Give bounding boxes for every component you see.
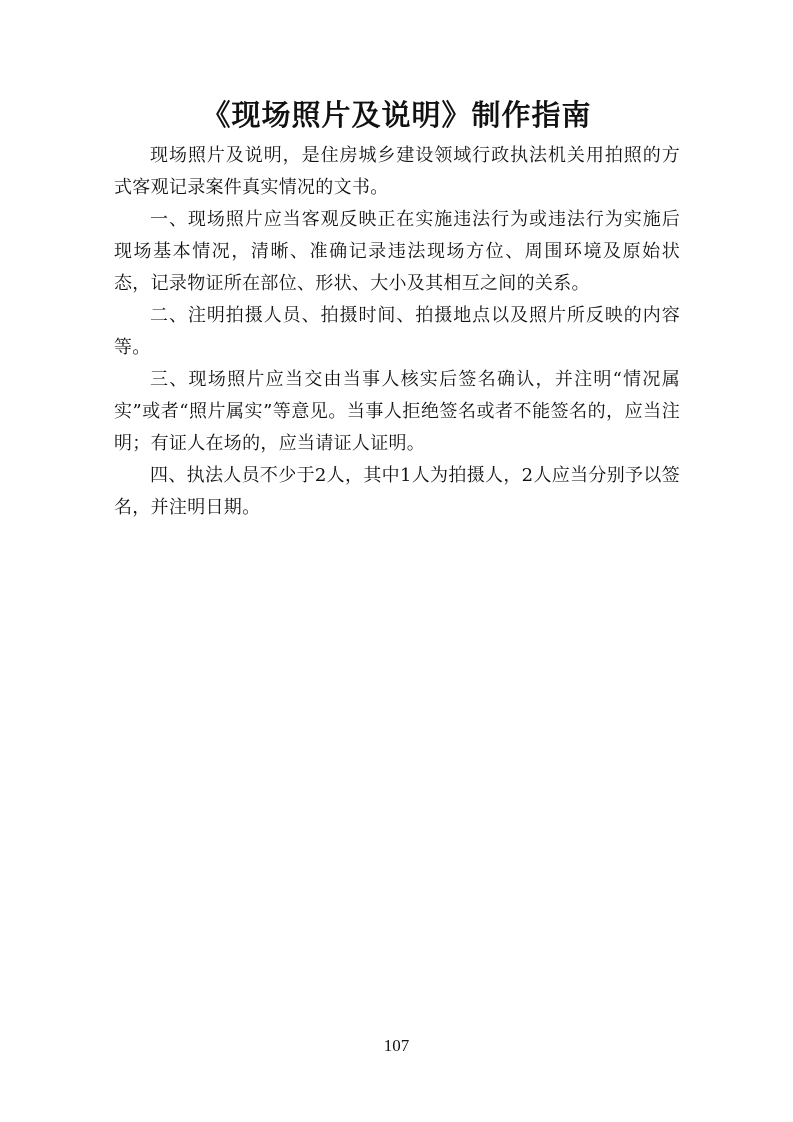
paragraph-item-1: 一、现场照片应当客观反映正在实施违法行为或违法行为实施后现场基本情况，清晰、准确记录违法现场方位、周围环境及原始状态，记录物证所在部位、形状、大小及其相互之间的关系。 bbox=[114, 209, 680, 294]
paragraph-item-3: 三、现场照片应当交由当事人核实后签名确认，并注明“情况属实”或者“照片属实”等意见。当事人拒绝签名或者不能签名的，应当注明；有证人在场的，应当请证人证明。 bbox=[114, 369, 680, 454]
paragraph-item-4: 四、执法人员不少于2人，其中1人为拍摄人，2人应当分别予以签名，并注明日期。 bbox=[114, 465, 680, 518]
paragraph-item-2: 二、注明拍摄人员、拍摄时间、拍摄地点以及照片所反映的内容等。 bbox=[114, 305, 680, 358]
document-body bbox=[114, 140, 680, 524]
document-title: 《现场照片及说明》制作指南 bbox=[201, 98, 592, 132]
page-number: 107 bbox=[383, 1036, 410, 1055]
paragraph-intro: 现场照片及说明，是住房城乡建设领域行政执法机关用拍照的方式客观记录案件真实情况的文书。 bbox=[114, 145, 680, 198]
